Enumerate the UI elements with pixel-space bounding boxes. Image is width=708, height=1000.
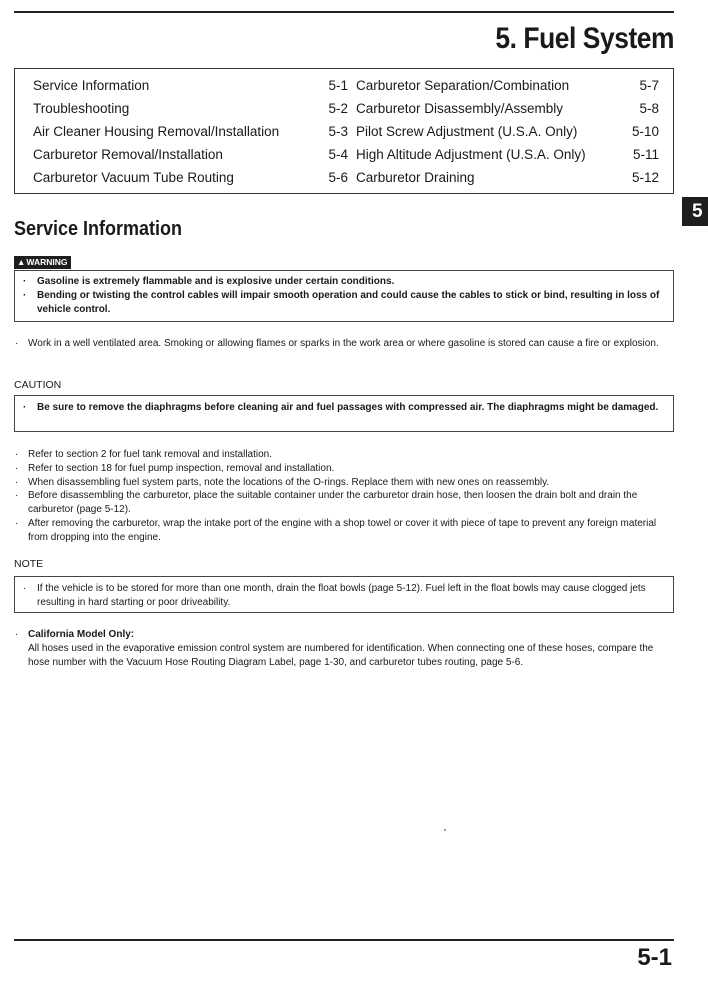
- toc-right-column: [356, 78, 659, 193]
- list-item-text: After removing the carburetor, wrap the intake port of the engine with a shop towel or cover it with piece of tape to prevent any foreign material from dropping into the engine.: [28, 517, 657, 543]
- toc-entry-title: Carburetor Vacuum Tube Routing: [33, 170, 234, 185]
- toc-entry[interactable]: [33, 101, 348, 124]
- caution-item: [15, 401, 673, 415]
- toc-entry-page: 5-11: [632, 147, 659, 162]
- toc-entry-title: High Altitude Adjustment (U.S.A. Only): [356, 147, 586, 162]
- warning-item-text: Bending or twisting the control cables will impair smooth operation and could cause the cables to stick or bind, resulting in loss of vehicle control.: [37, 290, 660, 315]
- toc-entry-title: Service Information: [33, 78, 150, 93]
- bullet-mark: ·: [23, 402, 27, 413]
- caution-item-text: Be sure to remove the diaphragms before cleaning air and fuel passages with compressed air. The diaphragms might be damaged.: [37, 402, 659, 413]
- california-section: [14, 628, 674, 669]
- procedure-list: [14, 448, 674, 545]
- list-item-text: Refer to section 2 for fuel tank removal and installation.: [28, 449, 273, 460]
- list-item-text: When disassembling fuel system parts, note the locations of the O-rings. Replace them with new ones on reassembly.: [28, 476, 550, 488]
- list-item-text: Refer to section 18 for fuel pump inspection, removal and installation.: [28, 462, 335, 474]
- note-box: [14, 576, 674, 613]
- caution-label: CAUTION: [14, 379, 62, 391]
- bullet-mark: ·: [15, 449, 19, 460]
- toc-entry-page: 5-12: [631, 170, 659, 185]
- bottom-rule: [14, 939, 674, 941]
- list-item: [14, 628, 674, 642]
- section-heading: Service Information: [14, 218, 183, 240]
- note-label: NOTE: [14, 558, 44, 570]
- toc-entry-page: 5-6: [328, 170, 348, 185]
- toc-entry[interactable]: [33, 124, 348, 147]
- toc-entry[interactable]: [356, 147, 659, 170]
- toc-entry-title: Air Cleaner Housing Removal/Installation: [33, 124, 280, 139]
- toc-entry[interactable]: [356, 124, 659, 147]
- warning-label-text: WARNING: [26, 257, 68, 267]
- toc-entry-title: Carburetor Disassembly/Assembly: [356, 101, 564, 116]
- toc-entry-title: Carburetor Draining: [356, 170, 475, 185]
- california-text: All hoses used in the evaporative emission control system are numbered for identification. When connecting one of these hoses, compare the hose number with the Vacuum Hose Routing Diagram Label, page 1-30, and carburetor tubes routing, page 5-6.: [28, 642, 654, 668]
- top-rule: [14, 11, 674, 13]
- bullet-mark: ·: [15, 338, 19, 349]
- toc-entry-title: Troubleshooting: [33, 101, 130, 116]
- list-item: [14, 462, 674, 476]
- section-edge-tab: 5: [682, 197, 708, 226]
- general-list: [14, 337, 674, 351]
- list-item-text: Work in a well ventilated area. Smoking or allowing flames or sparks in the work area or where gasoline is stored can cause a fire or explosion.: [28, 338, 659, 349]
- list-item: [14, 448, 674, 462]
- toc-entry-page: 5-8: [639, 101, 659, 116]
- caution-box: [14, 395, 674, 432]
- toc-entry-page: 5-7: [639, 78, 659, 93]
- toc-entry-page: 5-2: [328, 101, 348, 116]
- toc-entry[interactable]: [33, 78, 348, 101]
- bullet-mark: ·: [23, 276, 27, 287]
- warning-label: [14, 256, 71, 269]
- bullet-mark: ·: [15, 476, 19, 488]
- list-item-text: Before disassembling the carburetor, place the suitable container under the carburetor drain hose, then loosen the drain bolt and drain the carburetor (page 5-12).: [28, 490, 638, 516]
- toc-entry-page: 5-1: [328, 78, 348, 93]
- note-item: [15, 582, 673, 610]
- bullet-mark: ·: [23, 583, 27, 594]
- toc-entry-page: 5-10: [631, 124, 659, 139]
- bullet-mark: ·: [15, 490, 19, 502]
- toc-entry[interactable]: [33, 147, 348, 170]
- scan-speck: [444, 829, 446, 831]
- bullet-mark: ·: [15, 462, 19, 474]
- table-of-contents: [14, 68, 674, 194]
- bullet-mark: ·: [15, 517, 19, 529]
- toc-entry-title: Pilot Screw Adjustment (U.S.A. Only): [356, 124, 578, 139]
- warning-item-text: Gasoline is extremely flammable and is explosive under certain conditions.: [37, 276, 395, 287]
- warning-box: [14, 270, 674, 322]
- toc-entry-page: 5-3: [328, 124, 348, 139]
- bullet-mark: ·: [15, 629, 19, 640]
- toc-entry[interactable]: [356, 170, 659, 193]
- toc-entry-title: Carburetor Removal/Installation: [33, 147, 223, 162]
- california-heading: California Model Only:: [28, 629, 135, 640]
- toc-entry[interactable]: [33, 170, 348, 193]
- list-item: [14, 476, 674, 490]
- list-item: [14, 337, 674, 351]
- warning-item: [15, 289, 673, 317]
- chapter-title: 5. Fuel System: [495, 22, 674, 55]
- list-item: [14, 489, 674, 517]
- toc-entry[interactable]: [356, 101, 659, 124]
- toc-entry-title: Carburetor Separation/Combination: [356, 78, 570, 93]
- list-item: [14, 517, 674, 545]
- warning-triangle-icon: ▲: [17, 257, 26, 267]
- toc-entry-page: 5-4: [328, 147, 348, 162]
- warning-item: [15, 275, 673, 289]
- bullet-mark: ·: [23, 290, 27, 301]
- toc-entry[interactable]: [356, 78, 659, 101]
- page-number: 5-1: [637, 944, 672, 971]
- california-body: [14, 642, 674, 670]
- note-item-text: If the vehicle is to be stored for more than one month, drain the float bowls (page 5-12). Fuel left in the float bowls may cause clogged jets resulting in hard starting or poor driveability.: [37, 583, 646, 608]
- toc-left-column: [33, 78, 348, 193]
